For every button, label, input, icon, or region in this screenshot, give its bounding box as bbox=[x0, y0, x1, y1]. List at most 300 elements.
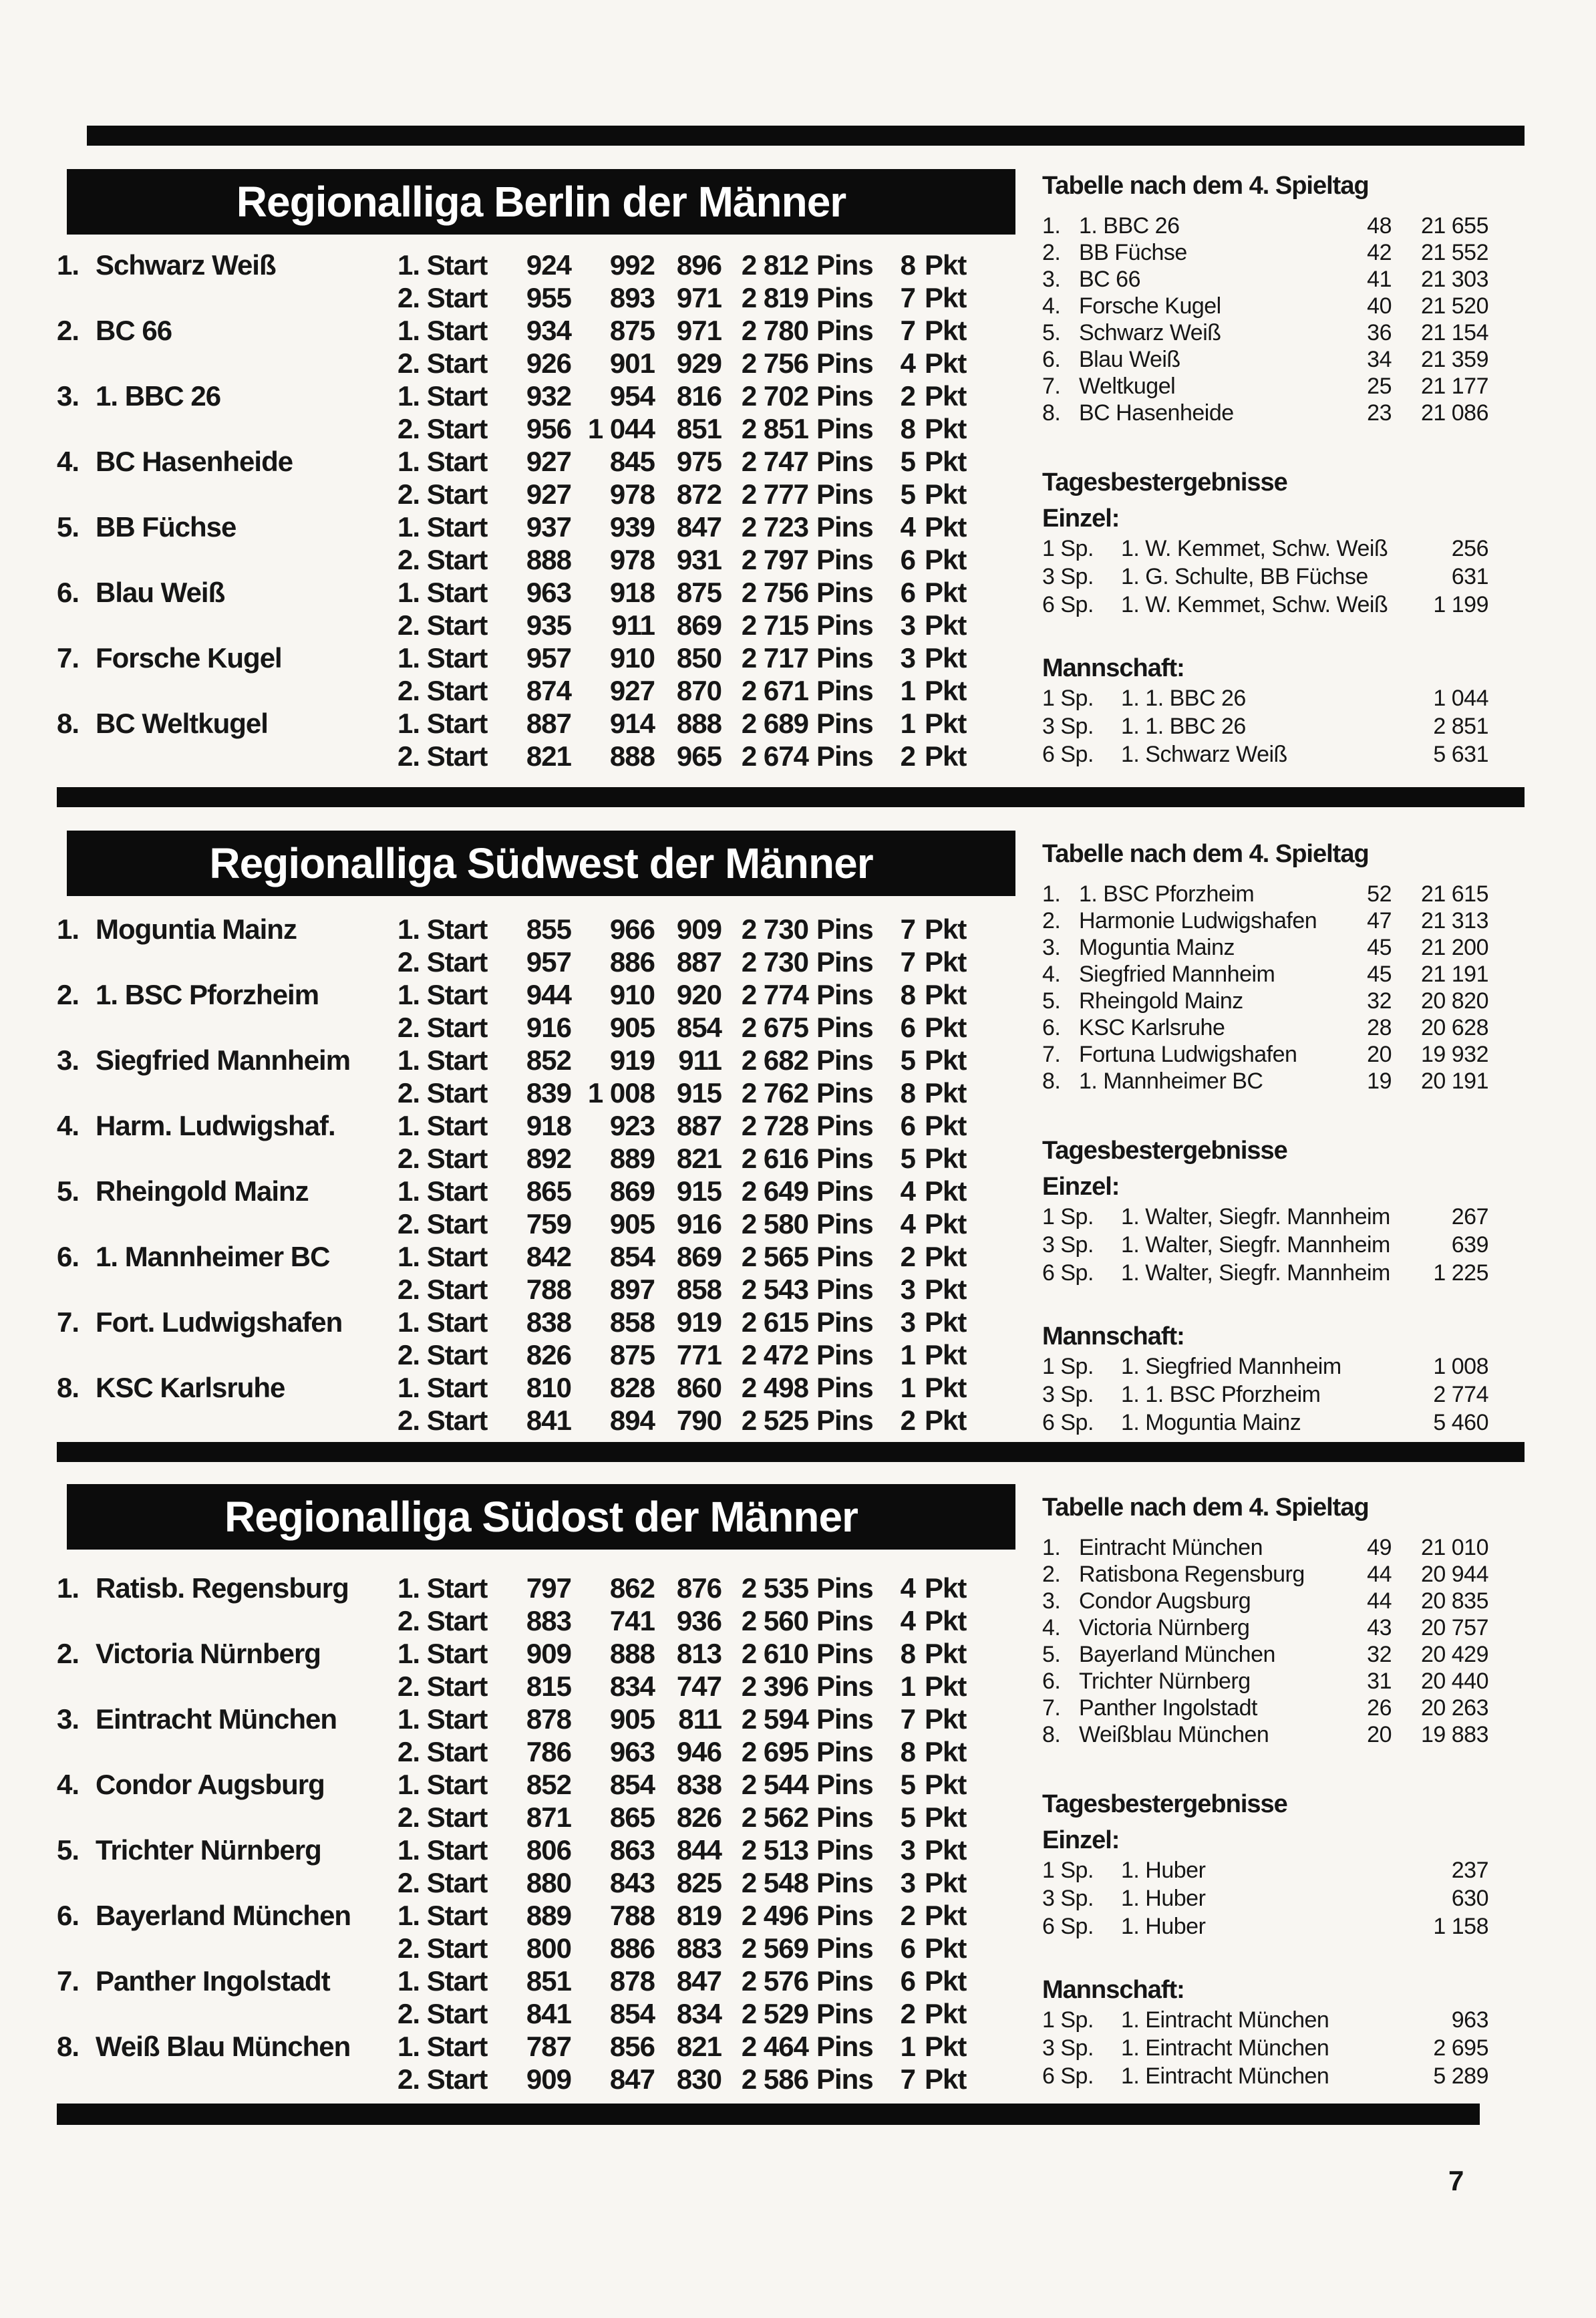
game2-value: 876 bbox=[676, 1572, 722, 1604]
mannschaft-label: Mannschaft: bbox=[1042, 654, 1184, 682]
result-line bbox=[57, 1273, 1005, 1306]
start-label: 1. Start bbox=[397, 1638, 488, 1669]
standings-row bbox=[1042, 266, 1488, 293]
best-value: 5 631 bbox=[1433, 742, 1488, 767]
pins-total: 2 569 bbox=[741, 1932, 808, 1964]
points-value: 1 bbox=[900, 675, 915, 706]
standings-rank: 2. bbox=[1042, 240, 1061, 265]
pkt-label: Pkt bbox=[925, 1965, 967, 1997]
best-value: 630 bbox=[1451, 1886, 1488, 1911]
start-label: 1. Start bbox=[397, 1769, 488, 1800]
result-line bbox=[57, 1175, 1005, 1207]
game2-value: 971 bbox=[676, 315, 722, 346]
start-value: 826 bbox=[526, 1339, 571, 1370]
einzel-label: Einzel: bbox=[1042, 504, 1120, 533]
standings-rank: 8. bbox=[1042, 400, 1061, 426]
best-sp-label: 3 Sp. bbox=[1042, 564, 1094, 589]
standings-team: Schwarz Weiß bbox=[1079, 320, 1221, 345]
pins-total: 2 565 bbox=[741, 1241, 808, 1272]
einzel-label: Einzel: bbox=[1042, 1173, 1120, 1201]
pins-total: 2 496 bbox=[741, 1900, 808, 1931]
pkt-label: Pkt bbox=[925, 577, 967, 608]
top-divider-bar bbox=[87, 126, 1525, 146]
start-value: 874 bbox=[526, 675, 571, 706]
team-rank bbox=[57, 1338, 96, 1371]
start-value: 957 bbox=[526, 946, 571, 978]
standings-rank: 6. bbox=[1042, 1015, 1061, 1040]
pkt-label: Pkt bbox=[925, 1834, 967, 1866]
team-rank bbox=[57, 1207, 96, 1240]
game2-value: 971 bbox=[676, 282, 722, 313]
standings-row bbox=[1042, 1588, 1488, 1614]
points-value: 4 bbox=[900, 1175, 915, 1207]
pins-total: 2 594 bbox=[741, 1703, 808, 1735]
start-value: 927 bbox=[526, 446, 571, 477]
result-line bbox=[57, 1404, 1005, 1437]
standings-total: 20 429 bbox=[1421, 1642, 1488, 1667]
game2-value: 946 bbox=[676, 1736, 722, 1767]
section-divider-bar bbox=[57, 787, 1525, 807]
game2-value: 909 bbox=[676, 913, 722, 945]
start-label: 2. Start bbox=[397, 675, 488, 706]
points-value: 8 bbox=[900, 979, 915, 1010]
pins-label: Pins bbox=[816, 1143, 873, 1174]
start-label: 1. Start bbox=[397, 1044, 488, 1076]
result-line bbox=[57, 380, 1005, 412]
best-sp-label: 3 Sp. bbox=[1042, 2035, 1094, 2061]
points-value: 3 bbox=[900, 1306, 915, 1338]
result-line bbox=[57, 740, 1005, 772]
start-label: 2. Start bbox=[397, 544, 488, 575]
start-label: 2. Start bbox=[397, 1012, 488, 1043]
section-header-suedost bbox=[67, 1484, 1015, 1550]
start-value: 924 bbox=[526, 249, 571, 281]
team-name: Siegfried Mannheim bbox=[96, 1044, 351, 1076]
game1-value: 1 008 bbox=[587, 1077, 655, 1109]
best-results-heading: Tagesbestergebnisse bbox=[1042, 1790, 1287, 1818]
pins-label: Pins bbox=[816, 315, 873, 346]
pins-label: Pins bbox=[816, 1077, 873, 1109]
start-label: 1. Start bbox=[397, 1372, 488, 1403]
game1-value: 889 bbox=[609, 1143, 655, 1174]
start-value: 926 bbox=[526, 347, 571, 379]
standings-points: 49 bbox=[1367, 1535, 1392, 1560]
points-value: 7 bbox=[900, 2063, 915, 2095]
pkt-label: Pkt bbox=[925, 1012, 967, 1043]
best-value: 963 bbox=[1451, 2007, 1488, 2033]
pins-label: Pins bbox=[816, 979, 873, 1010]
points-value: 5 bbox=[900, 446, 915, 477]
pins-total: 2 774 bbox=[741, 979, 808, 1010]
points-value: 3 bbox=[900, 1274, 915, 1305]
pins-total: 2 756 bbox=[741, 347, 808, 379]
team-name bbox=[96, 946, 397, 978]
standings-rank: 8. bbox=[1042, 1722, 1061, 1747]
game1-value: 888 bbox=[609, 740, 655, 772]
standings-points: 40 bbox=[1367, 293, 1392, 319]
game2-value: 883 bbox=[676, 1932, 722, 1964]
best-result-row bbox=[1042, 1352, 1488, 1381]
pins-label: Pins bbox=[816, 1241, 873, 1272]
standings-points: 31 bbox=[1367, 1669, 1392, 1694]
best-name: 1. Moguntia Mainz bbox=[1121, 1410, 1301, 1435]
start-label: 2. Start bbox=[397, 1339, 488, 1370]
best-result-row bbox=[1042, 1409, 1488, 1437]
result-line bbox=[57, 1076, 1005, 1109]
result-line bbox=[57, 511, 1005, 543]
best-name: 1. 1. BSC Pforzheim bbox=[1121, 1382, 1321, 1407]
start-label: 2. Start bbox=[397, 1077, 488, 1109]
team-rank bbox=[57, 946, 96, 978]
team-name: 1. BBC 26 bbox=[96, 380, 221, 412]
standings-rank: 6. bbox=[1042, 347, 1061, 372]
result-line bbox=[57, 1109, 1005, 1142]
game2-value: 875 bbox=[676, 577, 722, 608]
pins-label: Pins bbox=[816, 1801, 873, 1833]
team-name: Schwarz Weiß bbox=[96, 249, 276, 281]
standings-points: 52 bbox=[1367, 881, 1392, 907]
game2-value: 838 bbox=[676, 1769, 722, 1800]
game1-value: 875 bbox=[609, 315, 655, 346]
game1-value: 854 bbox=[609, 1241, 655, 1272]
points-value: 6 bbox=[900, 577, 915, 608]
standings-row bbox=[1042, 1561, 1488, 1588]
standings-row bbox=[1042, 934, 1488, 961]
standings-row bbox=[1042, 373, 1488, 400]
best-name: 1. 1. BBC 26 bbox=[1121, 714, 1246, 739]
standings-team: Rheingold Mainz bbox=[1079, 988, 1243, 1014]
standings-points: 25 bbox=[1367, 374, 1392, 399]
result-line bbox=[57, 249, 1005, 281]
team-name bbox=[96, 674, 397, 707]
pkt-label: Pkt bbox=[925, 347, 967, 379]
game2-value: 920 bbox=[676, 979, 722, 1010]
pins-total: 2 580 bbox=[741, 1208, 808, 1240]
standings-total: 21 359 bbox=[1421, 347, 1488, 372]
team-rank bbox=[57, 281, 96, 314]
standings-team: Trichter Nürnberg bbox=[1079, 1669, 1251, 1694]
game1-value: 939 bbox=[609, 511, 655, 543]
pkt-label: Pkt bbox=[925, 2063, 967, 2095]
best-name: 1. Eintracht München bbox=[1121, 2007, 1329, 2033]
best-sp-label: 3 Sp. bbox=[1042, 1382, 1094, 1407]
result-line bbox=[57, 1965, 1005, 1997]
team-name: Fort. Ludwigshafen bbox=[96, 1306, 343, 1338]
start-value: 944 bbox=[526, 979, 571, 1010]
points-value: 1 bbox=[900, 708, 915, 739]
result-line bbox=[57, 1338, 1005, 1371]
pins-label: Pins bbox=[816, 1867, 873, 1898]
start-label: 2. Start bbox=[397, 413, 488, 444]
standings-rank: 7. bbox=[1042, 1695, 1061, 1721]
game1-value: 897 bbox=[609, 1274, 655, 1305]
pins-total: 2 730 bbox=[741, 913, 808, 945]
team-name bbox=[96, 281, 397, 314]
pins-total: 2 723 bbox=[741, 511, 808, 543]
start-value: 932 bbox=[526, 380, 571, 412]
game1-value: 963 bbox=[609, 1736, 655, 1767]
start-value: 806 bbox=[526, 1834, 571, 1866]
standings-total: 20 263 bbox=[1421, 1695, 1488, 1721]
standings-rank: 5. bbox=[1042, 320, 1061, 345]
game1-value: 875 bbox=[609, 1339, 655, 1370]
pins-total: 2 730 bbox=[741, 946, 808, 978]
pins-total: 2 689 bbox=[741, 708, 808, 739]
result-line bbox=[57, 2030, 1005, 2063]
standings-row bbox=[1042, 212, 1488, 239]
pkt-label: Pkt bbox=[925, 1372, 967, 1403]
game2-value: 847 bbox=[676, 1965, 722, 1997]
game2-value: 887 bbox=[676, 946, 722, 978]
best-value: 1 044 bbox=[1433, 686, 1488, 711]
start-value: 887 bbox=[526, 708, 571, 739]
pins-label: Pins bbox=[816, 347, 873, 379]
standings-total: 21 010 bbox=[1421, 1535, 1488, 1560]
team-rank: 7. bbox=[57, 642, 79, 674]
best-name: 1. G. Schulte, BB Füchse bbox=[1121, 564, 1368, 589]
standings-rank: 2. bbox=[1042, 1562, 1061, 1587]
team-name bbox=[96, 543, 397, 576]
game1-value: 919 bbox=[609, 1044, 655, 1076]
pins-label: Pins bbox=[816, 1012, 873, 1043]
game1-value: 869 bbox=[609, 1175, 655, 1207]
start-value: 800 bbox=[526, 1932, 571, 1964]
game1-value: 886 bbox=[609, 946, 655, 978]
result-line bbox=[57, 412, 1005, 445]
pins-label: Pins bbox=[816, 511, 873, 543]
pins-label: Pins bbox=[816, 478, 873, 510]
pins-label: Pins bbox=[816, 544, 873, 575]
result-line bbox=[57, 1604, 1005, 1637]
standings-rank: 3. bbox=[1042, 935, 1061, 960]
pins-total: 2 717 bbox=[741, 642, 808, 674]
team-rank bbox=[57, 2063, 96, 2095]
game1-value: 954 bbox=[609, 380, 655, 412]
game2-value: 847 bbox=[676, 511, 722, 543]
pkt-label: Pkt bbox=[925, 380, 967, 412]
team-name bbox=[96, 1207, 397, 1240]
game2-value: 975 bbox=[676, 446, 722, 477]
team-name bbox=[96, 1011, 397, 1044]
pkt-label: Pkt bbox=[925, 1110, 967, 1141]
pkt-label: Pkt bbox=[925, 642, 967, 674]
start-value: 786 bbox=[526, 1736, 571, 1767]
standings-total: 20 757 bbox=[1421, 1615, 1488, 1640]
points-value: 8 bbox=[900, 1077, 915, 1109]
team-name: Bayerland München bbox=[96, 1900, 351, 1931]
mannschaft-list-berlin bbox=[1042, 684, 1488, 768]
start-value: 842 bbox=[526, 1241, 571, 1272]
team-rank: 4. bbox=[57, 1769, 79, 1800]
result-line bbox=[57, 1670, 1005, 1703]
pkt-label: Pkt bbox=[925, 1175, 967, 1207]
best-value: 1 199 bbox=[1433, 592, 1488, 617]
standings-rank: 7. bbox=[1042, 1042, 1061, 1067]
standings-team: Harmonie Ludwigshafen bbox=[1079, 908, 1317, 933]
team-name bbox=[96, 478, 397, 511]
start-value: 963 bbox=[526, 577, 571, 608]
pkt-label: Pkt bbox=[925, 979, 967, 1010]
pkt-label: Pkt bbox=[925, 1405, 967, 1436]
game2-value: 870 bbox=[676, 675, 722, 706]
points-value: 6 bbox=[900, 1012, 915, 1043]
pkt-label: Pkt bbox=[925, 1605, 967, 1636]
pins-total: 2 535 bbox=[741, 1572, 808, 1604]
pins-label: Pins bbox=[816, 1372, 873, 1403]
team-rank bbox=[57, 347, 96, 380]
standings-total: 20 440 bbox=[1421, 1669, 1488, 1694]
game2-value: 821 bbox=[676, 1143, 722, 1174]
pins-total: 2 544 bbox=[741, 1769, 808, 1800]
game2-value: 844 bbox=[676, 1834, 722, 1866]
standings-rank: 4. bbox=[1042, 1615, 1061, 1640]
start-label: 1. Start bbox=[397, 511, 488, 543]
points-value: 2 bbox=[900, 1241, 915, 1272]
team-rank: 3. bbox=[57, 1044, 79, 1076]
section-title-berlin: Regionalliga Berlin der Männer bbox=[236, 178, 846, 226]
team-name: Forsche Kugel bbox=[96, 642, 282, 674]
game2-value: 813 bbox=[676, 1638, 722, 1669]
standings-total: 21 303 bbox=[1421, 267, 1488, 292]
team-name bbox=[96, 1735, 397, 1768]
pkt-label: Pkt bbox=[925, 1703, 967, 1735]
pins-total: 2 464 bbox=[741, 2031, 808, 2062]
start-label: 2. Start bbox=[397, 282, 488, 313]
result-line bbox=[57, 1637, 1005, 1670]
team-name bbox=[96, 1604, 397, 1637]
team-rank: 8. bbox=[57, 708, 79, 739]
standings-rank: 6. bbox=[1042, 1669, 1061, 1694]
start-value: 852 bbox=[526, 1769, 571, 1800]
game2-value: 790 bbox=[676, 1405, 722, 1436]
team-rank: 4. bbox=[57, 446, 79, 477]
pins-total: 2 695 bbox=[741, 1736, 808, 1767]
points-value: 8 bbox=[900, 1638, 915, 1669]
best-results-suedwest bbox=[1042, 1136, 1488, 1437]
game1-value: 992 bbox=[609, 249, 655, 281]
points-value: 7 bbox=[900, 1703, 915, 1735]
standings-points: 45 bbox=[1367, 962, 1392, 987]
best-sp-label: 6 Sp. bbox=[1042, 1410, 1094, 1435]
best-value: 631 bbox=[1451, 564, 1488, 589]
team-rank bbox=[57, 1404, 96, 1437]
points-value: 5 bbox=[900, 1044, 915, 1076]
team-name: Victoria Nürnberg bbox=[96, 1638, 321, 1669]
standings-total: 21 086 bbox=[1421, 400, 1488, 426]
team-rank bbox=[57, 543, 96, 576]
standings-row bbox=[1042, 293, 1488, 319]
standings-rank: 1. bbox=[1042, 213, 1061, 239]
standings-rank: 1. bbox=[1042, 1535, 1061, 1560]
team-name: Blau Weiß bbox=[96, 577, 225, 608]
start-label: 2. Start bbox=[397, 347, 488, 379]
standings-total: 20 835 bbox=[1421, 1588, 1488, 1614]
pins-label: Pins bbox=[816, 675, 873, 706]
standings-total: 21 154 bbox=[1421, 320, 1488, 345]
result-line bbox=[57, 707, 1005, 740]
best-sp-label: 1 Sp. bbox=[1042, 536, 1094, 561]
best-name: 1. W. Kemmet, Schw. Weiß bbox=[1121, 592, 1388, 617]
team-rank: 6. bbox=[57, 1900, 79, 1931]
team-name bbox=[96, 1997, 397, 2030]
game2-value: 819 bbox=[676, 1900, 722, 1931]
best-sp-label: 1 Sp. bbox=[1042, 2007, 1094, 2033]
best-name: 1. 1. BBC 26 bbox=[1121, 686, 1246, 711]
result-line bbox=[57, 281, 1005, 314]
game1-value: 905 bbox=[609, 1703, 655, 1735]
game1-value: 918 bbox=[609, 577, 655, 608]
start-value: 839 bbox=[526, 1077, 571, 1109]
standings-points: 20 bbox=[1367, 1042, 1392, 1067]
standings-rank: 5. bbox=[1042, 1642, 1061, 1667]
team-rank: 2. bbox=[57, 315, 79, 346]
best-value: 639 bbox=[1451, 1232, 1488, 1258]
side-panel-suedwest bbox=[1042, 839, 1488, 1437]
mannschaft-list-suedwest bbox=[1042, 1352, 1488, 1437]
game2-value: 851 bbox=[676, 413, 722, 444]
best-value: 267 bbox=[1451, 1204, 1488, 1229]
team-name: Harm. Ludwigshaf. bbox=[96, 1110, 335, 1141]
best-results-heading: Tagesbestergebnisse bbox=[1042, 1137, 1287, 1165]
game2-value: 850 bbox=[676, 642, 722, 674]
pins-label: Pins bbox=[816, 1405, 873, 1436]
best-name: 1. Huber bbox=[1121, 1858, 1206, 1883]
pkt-label: Pkt bbox=[925, 1671, 967, 1702]
result-line bbox=[57, 478, 1005, 511]
pins-label: Pins bbox=[816, 946, 873, 978]
standings-row bbox=[1042, 1041, 1488, 1068]
result-line bbox=[57, 1240, 1005, 1273]
result-line bbox=[57, 445, 1005, 478]
points-value: 8 bbox=[900, 249, 915, 281]
team-name bbox=[96, 1273, 397, 1306]
start-value: 934 bbox=[526, 315, 571, 346]
start-label: 1. Start bbox=[397, 446, 488, 477]
game1-value: 910 bbox=[609, 642, 655, 674]
result-line bbox=[57, 1703, 1005, 1735]
result-line bbox=[57, 641, 1005, 674]
game1-value: 854 bbox=[609, 1998, 655, 2029]
pins-label: Pins bbox=[816, 1965, 873, 1997]
mannschaft-list-suedost bbox=[1042, 2006, 1488, 2090]
pins-total: 2 649 bbox=[741, 1175, 808, 1207]
start-value: 841 bbox=[526, 1998, 571, 2029]
pins-total: 2 777 bbox=[741, 478, 808, 510]
team-name: Trichter Nürnberg bbox=[96, 1834, 321, 1866]
team-name: Ratisb. Regensburg bbox=[96, 1572, 349, 1604]
best-value: 237 bbox=[1451, 1858, 1488, 1883]
start-label: 1. Start bbox=[397, 1175, 488, 1207]
side-panel-suedost bbox=[1042, 1493, 1488, 2090]
best-result-row bbox=[1042, 1381, 1488, 1409]
team-rank: 6. bbox=[57, 577, 79, 608]
start-value: 878 bbox=[526, 1703, 571, 1735]
game2-value: 834 bbox=[676, 1998, 722, 2029]
points-value: 7 bbox=[900, 315, 915, 346]
pkt-label: Pkt bbox=[925, 1274, 967, 1305]
start-label: 2. Start bbox=[397, 1208, 488, 1240]
start-value: 956 bbox=[526, 413, 571, 444]
best-result-row bbox=[1042, 1884, 1488, 1912]
game1-value: 1 044 bbox=[587, 413, 655, 444]
pkt-label: Pkt bbox=[925, 413, 967, 444]
pins-label: Pins bbox=[816, 1306, 873, 1338]
pins-label: Pins bbox=[816, 1110, 873, 1141]
result-line bbox=[57, 1768, 1005, 1801]
game2-value: 747 bbox=[676, 1671, 722, 1702]
standings-total: 21 520 bbox=[1421, 293, 1488, 319]
points-value: 8 bbox=[900, 413, 915, 444]
